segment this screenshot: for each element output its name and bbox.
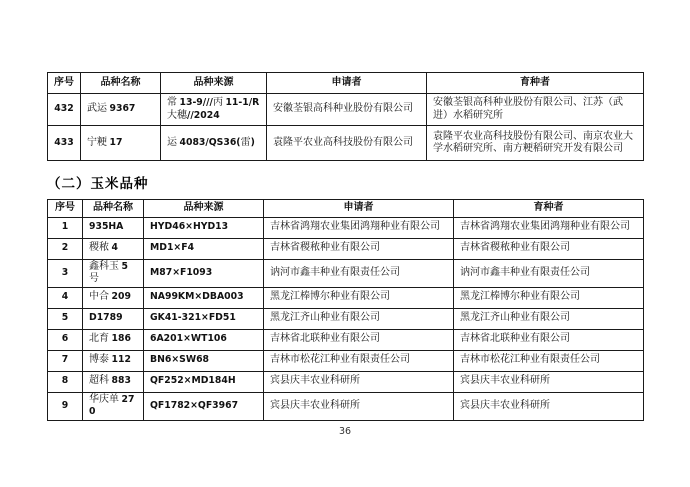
page-content	[47, 72, 643, 421]
cell-variety-source: 运 4083/QS36(雷)	[161, 126, 267, 161]
table-row	[48, 287, 644, 308]
cell-no: 3	[48, 259, 83, 287]
cell-breeder: 袁隆平农业高科技股份有限公司、南京农业大学水稻研究所、南方粳稻研究开发有限公司	[427, 126, 644, 161]
cell-breeder: 宾县庆丰农业科研所	[454, 371, 644, 392]
table-row	[48, 259, 644, 287]
cell-variety-source: BN6×SW68	[144, 350, 264, 371]
table-row	[48, 371, 644, 392]
table-row	[48, 94, 644, 126]
cell-variety-source: 常 13-9///丙 11-1/R 大穗//2024	[161, 94, 267, 126]
cell-no: 432	[48, 94, 81, 126]
cell-variety-name: 鑫科玉 5 号	[83, 259, 144, 287]
cell-applicant: 吉林省北联种业有限公司	[264, 329, 454, 350]
cell-applicant: 黑龙江棒博尔种业有限公司	[264, 287, 454, 308]
cell-applicant: 安徽荃银高科种业股份有限公司	[267, 94, 427, 126]
cell-applicant: 宾县庆丰农业科研所	[264, 392, 454, 420]
rice-variety-table	[47, 72, 644, 161]
header-variety-name: 品种名称	[81, 73, 161, 94]
cell-applicant: 讷河市鑫丰种业有限责任公司	[264, 259, 454, 287]
cell-variety-name: 宁粳 17	[81, 126, 161, 161]
cell-no: 4	[48, 287, 83, 308]
cell-breeder: 吉林省北联种业有限公司	[454, 329, 644, 350]
cell-variety-source: MD1×F4	[144, 238, 264, 259]
cell-variety-name: 博泰 112	[83, 350, 144, 371]
section-title-corn-varieties: （二）玉米品种	[47, 176, 149, 191]
cell-variety-name: 超科 883	[83, 371, 144, 392]
cell-no: 8	[48, 371, 83, 392]
cell-breeder: 宾县庆丰农业科研所	[454, 392, 644, 420]
cell-variety-source: GK41-321×FD51	[144, 308, 264, 329]
cell-breeder: 安徽荃银高科种业股份有限公司、江苏（武进）水稻研究所	[427, 94, 644, 126]
cell-no: 6	[48, 329, 83, 350]
cell-variety-source: HYD46×HYD13	[144, 217, 264, 238]
header-no: 序号	[48, 200, 83, 218]
header-variety-name: 品种名称	[83, 200, 144, 218]
cell-applicant: 吉林省鸿翔农业集团鸿翔种业有限公司	[264, 217, 454, 238]
cell-variety-name: 中合 209	[83, 287, 144, 308]
table-row	[48, 350, 644, 371]
table-row	[48, 329, 644, 350]
cell-applicant: 袁隆平农业高科技股份有限公司	[267, 126, 427, 161]
cell-no: 2	[48, 238, 83, 259]
table-row	[48, 308, 644, 329]
cell-variety-source: M87×F1093	[144, 259, 264, 287]
cell-variety-name: 华庆单 270	[83, 392, 144, 420]
table-row	[48, 392, 644, 420]
table-header-row	[48, 200, 644, 218]
header-applicant: 申请者	[264, 200, 454, 218]
header-no: 序号	[48, 73, 81, 94]
cell-applicant: 吉林市松花江种业有限责任公司	[264, 350, 454, 371]
cell-breeder: 吉林省鸿翔农业集团鸿翔种业有限公司	[454, 217, 644, 238]
cell-variety-source: 6A201×WT106	[144, 329, 264, 350]
cell-variety-name: D1789	[83, 308, 144, 329]
header-variety-source: 品种来源	[144, 200, 264, 218]
cell-variety-source: NA99KM×DBA003	[144, 287, 264, 308]
cell-applicant: 宾县庆丰农业科研所	[264, 371, 454, 392]
cell-breeder: 黑龙江齐山种业有限公司	[454, 308, 644, 329]
cell-no: 7	[48, 350, 83, 371]
corn-variety-table	[47, 199, 644, 421]
cell-variety-name: 935HA	[83, 217, 144, 238]
table-row	[48, 217, 644, 238]
header-breeder: 育种者	[454, 200, 644, 218]
cell-breeder: 吉林市松花江种业有限责任公司	[454, 350, 644, 371]
cell-variety-name: 北育 186	[83, 329, 144, 350]
cell-variety-name: 武运 9367	[81, 94, 161, 126]
cell-no: 1	[48, 217, 83, 238]
cell-breeder: 黑龙江棒博尔种业有限公司	[454, 287, 644, 308]
cell-applicant: 吉林省稷秾种业有限公司	[264, 238, 454, 259]
cell-variety-name: 稷秾 4	[83, 238, 144, 259]
cell-no: 5	[48, 308, 83, 329]
table-row	[48, 126, 644, 161]
cell-breeder: 讷河市鑫丰种业有限责任公司	[454, 259, 644, 287]
cell-variety-source: QF1782×QF3967	[144, 392, 264, 420]
cell-no: 9	[48, 392, 83, 420]
cell-breeder: 吉林省稷秾种业有限公司	[454, 238, 644, 259]
cell-no: 433	[48, 126, 81, 161]
cell-variety-source: QF252×MD184H	[144, 371, 264, 392]
table-row	[48, 238, 644, 259]
page-number: 36	[338, 426, 352, 437]
table-header-row	[48, 73, 644, 94]
cell-applicant: 黑龙江齐山种业有限公司	[264, 308, 454, 329]
header-breeder: 育种者	[427, 73, 644, 94]
header-variety-source: 品种来源	[161, 73, 267, 94]
header-applicant: 申请者	[267, 73, 427, 94]
